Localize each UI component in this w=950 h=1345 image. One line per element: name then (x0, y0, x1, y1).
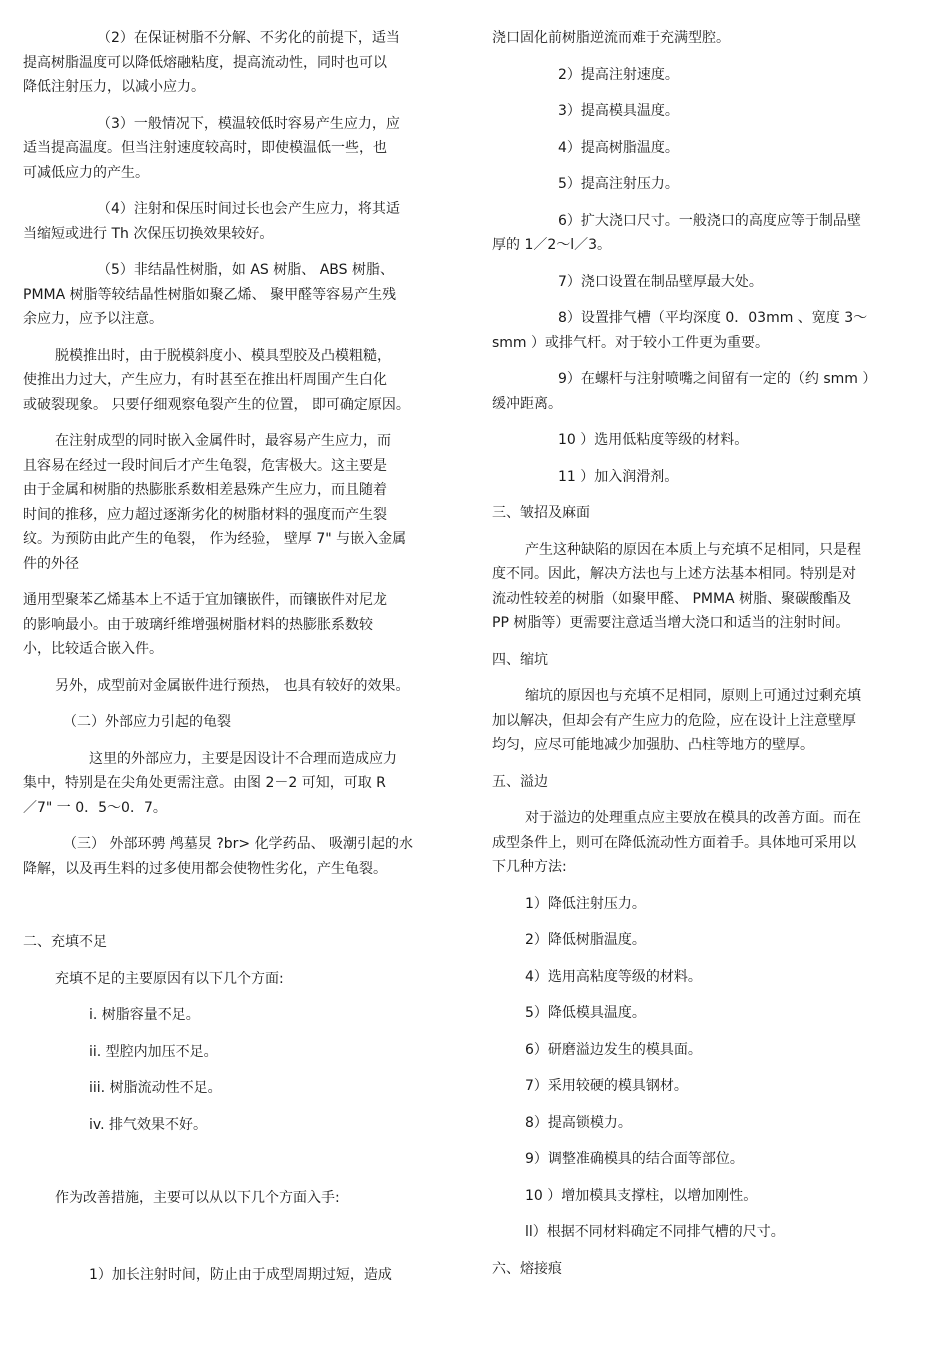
paragraph-mold-temperature: （3）一般情况下，模温较低时容易产生应力，应 适当提高温度。但当注射速度较高时，即使模温低一些，也 可减低应力的产生。 (23, 115, 400, 181)
list-item: ii. 型腔内加压不足。 (89, 1043, 218, 1060)
list-item: 10 ）增加模具支撑柱，以增加刚性。 (525, 1187, 758, 1204)
paragraph-improvement-measures: 作为改善措施，主要可以从以下几个方面入手: (55, 1190, 340, 1206)
list-item: 5）降低模具温度。 (525, 1005, 646, 1021)
list-item: 10 ）选用低粘度等级的材料。 (558, 432, 749, 448)
paragraph-continuation: 浇口固化前树脂逆流而难于充满型腔。 (492, 30, 730, 46)
list-item: 8）提高锁模力。 (525, 1114, 632, 1131)
section-heading-sink-marks: 四、缩坑 (492, 651, 548, 668)
list-item: 11 ）加入润滑剂。 (558, 468, 679, 485)
list-item: iv. 排气效果不好。 (89, 1116, 207, 1133)
list-item: 9）在螺杆与注射喷嘴之间留有一定的（约 smm ） 缓冲距离。 (492, 371, 877, 412)
paragraph-ejection: 脱模推出时，由于脱模斜度小、模具型胶及凸模粗糙， 使推出力过大，产生应力，有时甚至在推出杆周围产生白化 或破裂现象。 只要仔细观察龟裂产生的位置， 即可确定原因。 (23, 347, 410, 413)
list-item: 8）设置排气槽（平均深度 0．03mm 、宽度 3～ smm ）或排气杆。对于较小工件更为重要。 (492, 310, 868, 351)
list-item: 1）降低注射压力。 (525, 895, 646, 912)
paragraph-hold-time: （4）注射和保压时间过长也会产生应力，将其适 当缩短或进行 Th 次保压切换效果较好。 (23, 201, 400, 242)
list-item: 6）研磨溢边发生的模具面。 (525, 1041, 702, 1058)
list-item: 7）采用较硬的模具钢材。 (525, 1078, 688, 1094)
list-item: 9）调整准确模具的结合面等部位。 (525, 1151, 744, 1167)
list-item: 4）选用高粘度等级的材料。 (525, 968, 702, 985)
list-item: 5）提高注射压力。 (558, 176, 679, 192)
paragraph-flash: 对于溢边的处理重点应主要放在模具的改善方面。而在 成型条件上，则可在降低流动性方面着手。具体地可采用以 下几种方法: (492, 810, 861, 875)
list-item: 7）浇口设置在制品壁厚最大处。 (558, 273, 763, 290)
paragraph-resin-temperature: （2）在保证树脂不分解、不劣化的前提下，适当 提高树脂温度可以降低熔融粘度，提高流动性，同时也可以 降低注射压力，以减小应力。 (23, 30, 400, 95)
list-item: 6）扩大浇口尺寸。一般浇口的高度应等于制品壁 厚的 1／2～l／3。 (492, 212, 861, 253)
list-item: 1）加长注射时间，防止由于成型周期过短，造成 (89, 1266, 392, 1283)
right-column (492, 26, 932, 1293)
list-item: 4）提高树脂温度。 (558, 139, 679, 156)
paragraph-environment: （三） 外部环骋 鸬墓炅 ?br> 化学药品、 吸潮引起的水 降解，以及再生料的过多使用都会使物性劣化，产生龟裂。 (23, 836, 414, 877)
left-column (23, 26, 463, 1299)
paragraph-wrinkles: 产生这种缺陷的原因在本质上与充填不足相同，只是程 度不同。因此，解决方法也与上述方法基本相同。特别是对 流动性较差的树脂（如聚甲醛、 PMMA 树脂、聚碳酸酯及 PP 树脂等）更需要注意适当增大浇口和适当的注射时间。 (492, 541, 861, 631)
list-item: 2）提高注射速度。 (558, 66, 679, 83)
paragraph-short-shot-causes: 充填不足的主要原因有以下几个方面: (55, 970, 284, 987)
section-heading-short-shot: 二、充填不足 (23, 934, 107, 950)
section-heading-weld-lines: 六、熔接痕 (492, 1260, 562, 1277)
paragraph-preheat: 另外，成型前对金属嵌件进行预热， 也具有较好的效果。 (55, 677, 410, 694)
section-heading-wrinkles: 三、皱招及麻面 (492, 505, 590, 521)
paragraph-sink-marks: 缩坑的原因也与充填不足相同，原则上可通过过剩充填 加以解决，但却会有产生应力的危险，应在设计上注意壁厚 均匀，应尽可能地减少加强肋、凸柱等地方的壁厚。 (492, 688, 861, 753)
paragraph-metal-insert: 在注射成型的同时嵌入金属件时，最容易产生应力，而 且容易在经过一段时间后才产生龟裂，危害极大。这主要是 由于金属和树脂的热膨胀系数相差悬殊产生应力，而且随着 时间的推移，应力超过逐渐劣化的树脂材料的强度而产生裂 纹。为预防由此产生的龟裂， 作为经验， 壁厚 7" 与嵌入金属 件的外径 (23, 433, 407, 572)
list-item: 2）降低树脂温度。 (525, 932, 646, 948)
list-item: 3）提高模具温度。 (558, 103, 679, 119)
list-item: i. 树脂容量不足。 (89, 1007, 200, 1023)
paragraph-external-stress: 这里的外部应力，主要是因设计不合理而造成应力 集中，特别是在尖角处更需注意。由图 2－2 可知，可取 R ／7" 一 0．5～0．7。 (23, 750, 397, 816)
section-heading-flash: 五、溢边 (492, 773, 548, 790)
paragraph-polystyrene: 通用型聚苯乙烯基本上不适于宜加镶嵌件，而镶嵌件对尼龙 的影响最小。由于玻璃纤维增强树脂材料的热膨胀系数较 小，比较适合嵌入件。 (23, 592, 387, 657)
subheading-external-stress: （二）外部应力引起的龟裂 (63, 714, 231, 730)
list-item: ll）根据不同材料确定不同排气槽的尺寸。 (525, 1224, 785, 1240)
list-item: iii. 树脂流动性不足。 (89, 1080, 222, 1096)
paragraph-amorphous-resin: （5）非结晶性树脂，如 AS 树脂、 ABS 树脂、 PMMA 树脂等较结晶性树脂如聚乙烯、 聚甲醛等容易产生残 余应力，应予以注意。 (23, 262, 397, 327)
